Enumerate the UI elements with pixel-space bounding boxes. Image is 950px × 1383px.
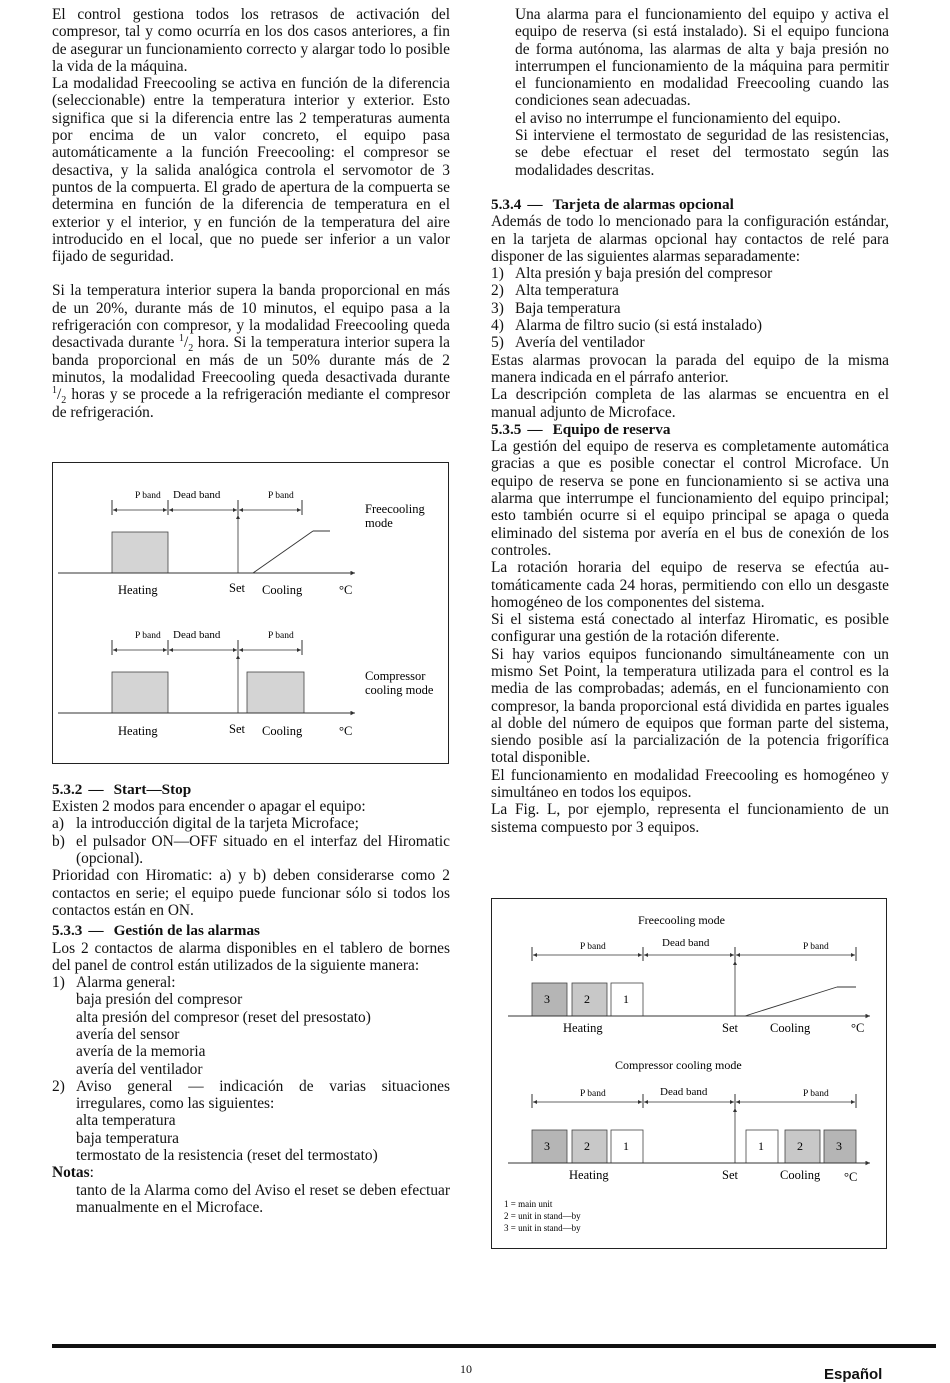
heating-label: Heating bbox=[118, 583, 158, 597]
freecooling-three-units bbox=[508, 913, 870, 1035]
legend-item: 3 = unit in stand—by bbox=[504, 1223, 581, 1233]
pband-label: P band bbox=[135, 491, 161, 501]
paragraph: Una alarma para el funcionamiento del equipo y activa el equipo de reserva (si está instalado). Si el equipo funciona de forma autónoma, las alarmas de alta y baja presión no interrumpen el funcionamiento de la máquina para permitir el funcionamiento en modalidad Freecooling cuando las condiciones sean adecuadas. bbox=[515, 6, 889, 110]
cooling-block bbox=[247, 672, 304, 713]
paragraph: La modalidad Freecooling se activa en función de la diferencia (seleccionable) entre la temperatura interior y exterior. Esto significa que si la diferencia entre las 2 temperaturas aumenta por encima de un valor concreto, el equipo pasa automáticamente a la función Freecooling: el compresor se desactiva, y la salida analógica controla el servomotor de 3 puntos de la compuerta. El grado de apertura de la compuerta se determina en función de la diferencia de temperatura en el exterior y el interior, y en función de la temperatura del aire introducido en el local, que no puede ser inferior a un valor fijado de seguridad. bbox=[52, 75, 450, 266]
list-item: 2) Aviso general — indicación de varias situaciones irregulares, como las siguientes: bbox=[52, 1077, 450, 1113]
units-legend bbox=[504, 1199, 581, 1233]
list-item: 4) Alarma de filtro sucio (si está instalado) bbox=[491, 317, 763, 335]
set-label: Set bbox=[722, 1168, 738, 1182]
deadband-label: Dead band bbox=[660, 1086, 708, 1098]
list-item: b) el pulsador ON—OFF situado en el interfaz del Hiromatic (opcional). bbox=[52, 832, 450, 868]
mode-label: cooling mode bbox=[365, 683, 434, 697]
sub-item: baja temperatura bbox=[76, 1129, 179, 1147]
paragraph: Existen 2 modos para encender o apagar el equipo: bbox=[52, 798, 366, 816]
notes: Notas: bbox=[52, 1164, 94, 1182]
language-label: Español bbox=[824, 1366, 883, 1383]
deadband-label: Dead band bbox=[173, 489, 221, 501]
section-heading-5-3-2: 5.3.2 — Start—Stop bbox=[52, 780, 192, 798]
freecooling-diagram bbox=[58, 489, 425, 597]
right-column bbox=[491, 6, 889, 836]
paragraph: La Fig. L, por ejemplo, representa el funcionamiento de un sistema compuesto por 3 equipos. bbox=[491, 801, 889, 836]
figure-three-units-svg bbox=[492, 899, 886, 1248]
mode-label: Compressor bbox=[365, 669, 426, 683]
set-label: Set bbox=[229, 581, 245, 595]
section-heading-5-3-5: 5.3.5 — Equipo de reserva bbox=[491, 420, 671, 438]
unit-number: 1 bbox=[623, 992, 629, 1006]
sub-item: avería de la memoria bbox=[76, 1043, 206, 1061]
page-number: 10 bbox=[460, 1362, 472, 1376]
paragraph: La rotación horaria del equipo de reserva se efectúa automáticamente cada 24 horas, permitiendo con ello un desgaste homogéneo de los componentes del sistema. bbox=[491, 559, 889, 611]
degc-label: °C bbox=[851, 1021, 865, 1035]
set-label: Set bbox=[229, 722, 245, 736]
unit-number: 3 bbox=[544, 992, 550, 1006]
degc-label: °C bbox=[339, 724, 353, 738]
paragraph: Estas alarmas provocan la parada del equipo de la misma manera indicada en el párrafo anterior. bbox=[491, 351, 889, 386]
pband-label: P band bbox=[580, 942, 606, 952]
paragraph: el aviso no interrumpe el funcionamiento del equipo. bbox=[515, 109, 841, 127]
legend-item: 2 = unit in stand—by bbox=[504, 1211, 581, 1221]
figure-band-modes bbox=[52, 462, 449, 764]
paragraph: Prioridad con Hiromatic: a) y b) deben considerarse como 2 contactos en serie; el equipo puede funcionar sólo si todos los contactos están en ON. bbox=[52, 867, 450, 919]
list-item: 3) Baja temperatura bbox=[491, 299, 621, 317]
cooling-label: Cooling bbox=[770, 1021, 811, 1035]
footer-rule bbox=[52, 1344, 936, 1348]
unit-number: 1 bbox=[758, 1139, 764, 1153]
list bbox=[491, 265, 889, 351]
degc-label: °C bbox=[844, 1170, 858, 1184]
sub-item: termostato de la resistencia (reset del termostato) bbox=[76, 1147, 378, 1165]
set-label: Set bbox=[722, 1021, 738, 1035]
figure-three-units bbox=[491, 898, 887, 1249]
sub-item: alta temperatura bbox=[76, 1112, 176, 1130]
paragraph: Si hay varios equipos funcionando simultáneamente con un mismo Set Point, la temperatura utilizada para el control es la media de las comprobadas; además, en el funcionamiento con compresor, la banda proporcional está dividida en partes iguales al doble del número de equipos que forman parte del sistema, siendo posible así la parcialización de la potencia frigorífica total disponible. bbox=[491, 645, 889, 767]
unit-number: 2 bbox=[797, 1139, 803, 1153]
pband-label: P band bbox=[803, 942, 829, 952]
pband-label: P band bbox=[268, 631, 294, 641]
cooling-label: Cooling bbox=[262, 724, 303, 738]
pband-label: P band bbox=[268, 491, 294, 501]
cooling-label: Cooling bbox=[262, 583, 303, 597]
list-item: a) la introducción digital de la tarjeta Microface; bbox=[52, 815, 359, 833]
list-item: 2) Alta temperatura bbox=[491, 282, 619, 300]
notes-text: tanto de la Alarma como del Aviso el reset se deben efectuar manualmente en el Microface. bbox=[76, 1181, 450, 1216]
pband-label: P band bbox=[803, 1089, 829, 1099]
unit-number: 2 bbox=[584, 992, 590, 1006]
unit-number: 3 bbox=[836, 1139, 842, 1153]
compressor-three-units bbox=[508, 1058, 870, 1184]
sub-item: alta presión del compresor (reset del presostato) bbox=[76, 1008, 371, 1026]
paragraph: Si la temperatura interior supera la banda proporcional en más de un 20%, durante más de 10 minutos, el equipo pasa a la refrigeración con compresor, y la modalidad Freecooling queda desactivada durante $^1/_2$ hora. Si la temperatura interior supera la banda proporcional en más de un 50% durante más de 2 minutos, la modalidad Freecooling queda desactivada durante $^1/_2$ horas y se procede a la refrigeración mediante el compresor de refrigeración. bbox=[52, 282, 451, 421]
paragraph: La gestión del equipo de reserva es completamente automática gracias a que es posible conectar el control Microface. Un equipo de reserva se pone en funcionamiento si se activa una alarma que interrumpe el funcionamiento del equipo principal; esto también ocurre si el equipo principal se apaga o queda eliminado del sistema por avería en el bus de conexión de los controles. bbox=[491, 438, 889, 559]
section-heading-5-3-4: 5.3.4 — Tarjeta de alarmas opcional bbox=[491, 195, 734, 213]
unit-number: 3 bbox=[544, 1139, 550, 1153]
legend-item: 1 = main unit bbox=[504, 1199, 553, 1209]
degc-label: °C bbox=[339, 583, 353, 597]
sub-item: avería del sensor bbox=[76, 1025, 180, 1043]
paragraph: Los 2 contactos de alarma disponibles en el tablero de bornes del panel de control están utilizados de la siguiente manera: bbox=[52, 939, 450, 974]
figure-band-modes-svg bbox=[53, 463, 448, 763]
paragraph: El control gestiona todos los retrasos de activación del compresor, tal y como ocurría en los dos casos anteriores, a fin de asegurar un funcionamiento correcto y alargar todo lo posible la vida de la máquina. bbox=[52, 6, 450, 75]
list-item: 1) Alta presión y baja presión del compresor bbox=[491, 265, 773, 283]
paragraph: Si interviene el termostato de seguridad de las resistencias, se debe efectuar el reset del termostato según las modalidades descritas. bbox=[515, 127, 889, 179]
cooling-label: Cooling bbox=[780, 1168, 821, 1182]
compressor-diagram bbox=[58, 629, 434, 738]
unit-number: 2 bbox=[584, 1139, 590, 1153]
pband-label: P band bbox=[580, 1089, 606, 1099]
heating-label: Heating bbox=[563, 1021, 603, 1035]
section-heading-5-3-3: 5.3.3 — Gestión de las alarmas bbox=[52, 922, 260, 940]
list bbox=[52, 815, 450, 867]
sub-item: baja presión del compresor bbox=[76, 991, 243, 1009]
pband-label: P band bbox=[135, 631, 161, 641]
deadband-label: Dead band bbox=[662, 937, 710, 949]
deadband-label: Dead band bbox=[173, 629, 221, 641]
list-item: 1) Alarma general: bbox=[52, 974, 176, 992]
heating-label: Heating bbox=[569, 1168, 609, 1182]
diagram-title: Freecooling mode bbox=[638, 913, 725, 927]
heating-label: Heating bbox=[118, 724, 158, 738]
sub-item: avería del ventilador bbox=[76, 1060, 203, 1078]
heating-block bbox=[112, 672, 168, 713]
paragraph: El funcionamiento en modalidad Freecooling es homogéneo y simultáneo en todos los equipos. bbox=[491, 766, 889, 802]
paragraph: La descripción completa de las alarmas se encuentra en el manual adjunto de Microface. bbox=[491, 386, 889, 421]
paragraph: Además de todo lo mencionado para la configuración estándar, en la tarjeta de alarmas opcional hay contactos de relé para disponer de las siguientes alarmas separadamente: bbox=[491, 213, 889, 265]
list-item: 5) Avería del ventilador bbox=[491, 334, 645, 352]
unit-number: 1 bbox=[623, 1139, 629, 1153]
paragraph: Si el sistema está conectado al interfaz Hiromatic, es posible configurar una gestión de la rotación diferente. bbox=[491, 611, 889, 646]
mode-label: Freecooling bbox=[365, 502, 425, 516]
diagram-title: Compressor cooling mode bbox=[615, 1058, 742, 1072]
heating-block bbox=[112, 532, 168, 573]
mode-label: mode bbox=[365, 516, 393, 530]
